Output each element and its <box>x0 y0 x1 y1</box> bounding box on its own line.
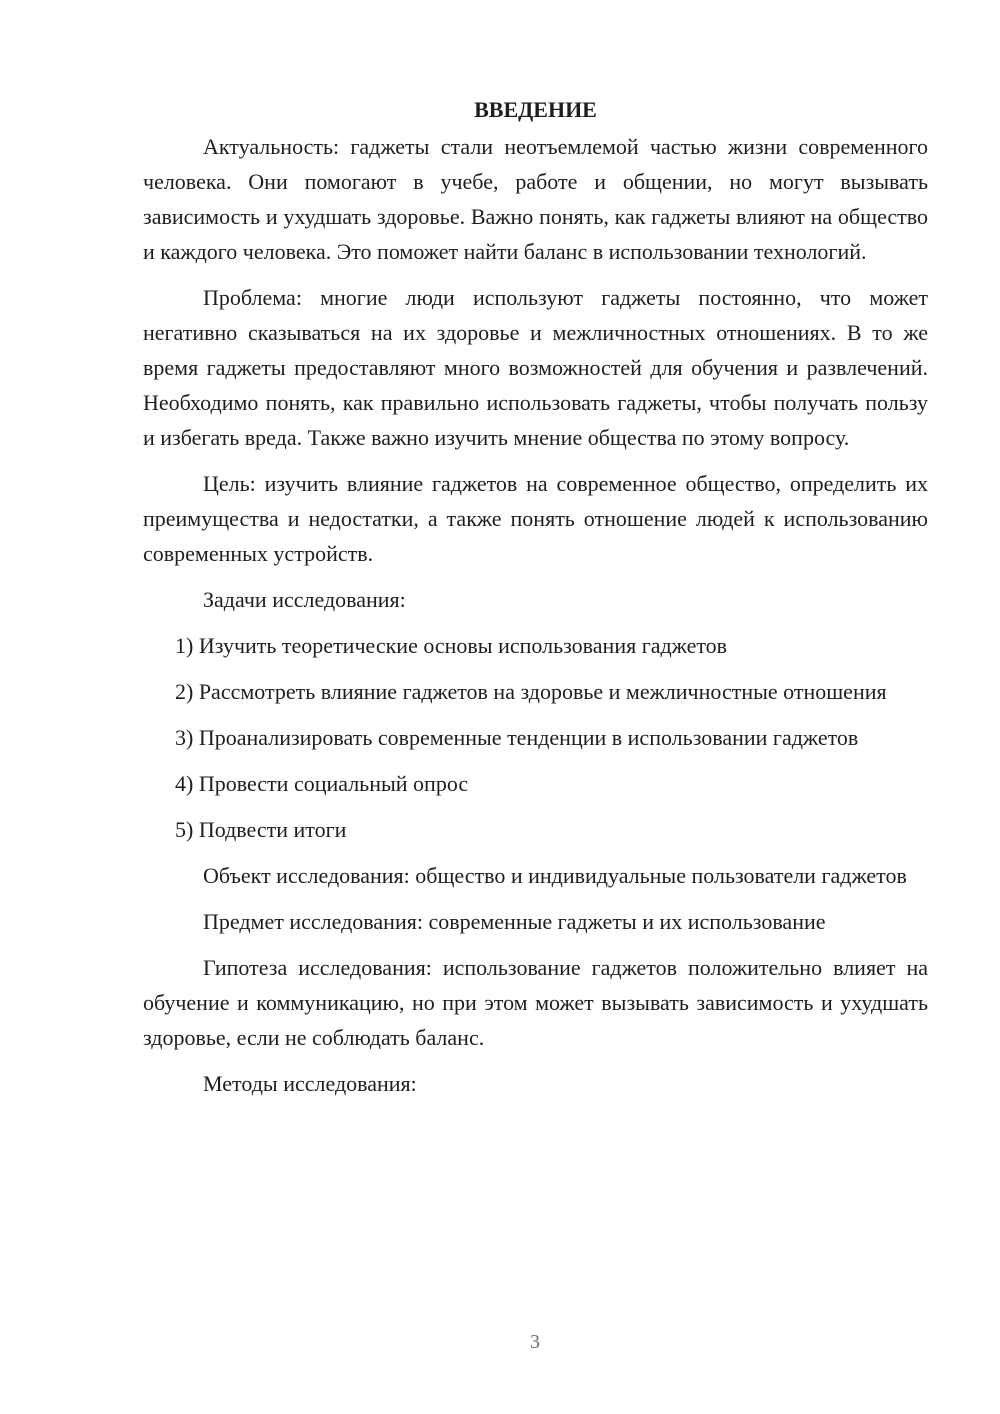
document-page <box>143 92 928 1112</box>
task-item-2: 2) Рассмотреть влияние гаджетов на здоровье и межличностные отношения <box>175 679 887 704</box>
paragraph-goal: Цель: изучить влияние гаджетов на современное общество, определить их преимущества и недостатки, а также понять отношение людей к использованию современных устройств. <box>143 471 928 566</box>
paragraph-hypothesis: Гипотеза исследования: использование гаджетов положительно влияет на обучение и коммуникацию, но при этом может вызывать зависимость и ухудшать здоровье, если не соблюдать баланс. <box>143 955 928 1050</box>
paragraph-subject: Предмет исследования: современные гаджеты и их использование <box>203 909 826 934</box>
task-item-1: 1) Изучить теоретические основы использования гаджетов <box>175 633 728 658</box>
task-item-5: 5) Подвести итоги <box>175 817 347 842</box>
paragraph-tasks-heading: Задачи исследования: <box>203 587 406 612</box>
paragraph-problem: Проблема: многие люди используют гаджеты постоянно, что может негативно сказываться на их здоровье и межличностных отношениях. В то же время гаджеты предоставляют много возможностей для обучения и развлечений. Необходимо понять, как правильно использовать гаджеты, чтобы получать пользу и избегать вреда. Также важно изучить мнение общества по этому вопросу. <box>143 285 928 450</box>
page-number: 3 <box>530 1331 540 1353</box>
section-title: ВВЕДЕНИЕ <box>474 97 597 122</box>
paragraph-relevance: Актуальность: гаджеты стали неотъемлемой частью жизни современного человека. Они помогают в учебе, работе и общении, но могут вызывать зависимость и ухудшать здоровье. Важно понять, как гаджеты влияют на общество и каждого человека. Это поможет найти баланс в использовании технологий. <box>143 134 928 264</box>
task-item-3: 3) Проанализировать современные тенденции в использовании гаджетов <box>175 725 859 750</box>
task-item-4: 4) Провести социальный опрос <box>175 771 469 796</box>
paragraph-object: Объект исследования: общество и индивидуальные пользователи гаджетов <box>203 863 907 888</box>
paragraph-methods: Методы исследования: <box>203 1071 417 1096</box>
